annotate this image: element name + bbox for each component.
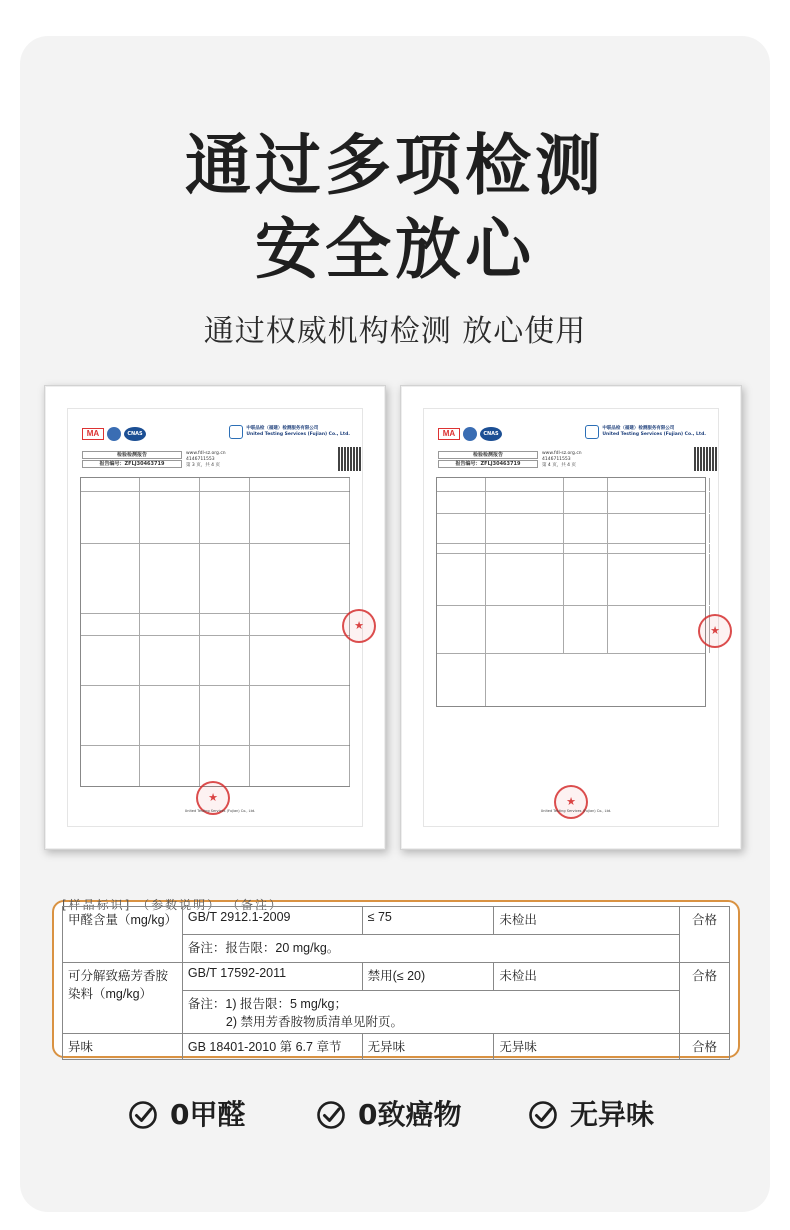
item-cell: 可分解致癌芳香胺染料（mg/kg） — [63, 963, 183, 1034]
claim-zero-carcinogen — [316, 1090, 461, 1140]
lab-name-en: United Testing Services (Fujian) Co., Ltd. — [246, 432, 350, 437]
report-number: 报告编号：ZFLJ30463719 — [82, 460, 182, 468]
note-cell — [182, 991, 679, 1034]
lab-name-cn: 中联品检（福建）检测服务有限公司 — [246, 426, 319, 431]
cnas-logo: CNAS — [480, 427, 502, 441]
item-cell: 异味 — [63, 1034, 183, 1060]
requirement-cell: 禁用(≤ 20) — [362, 963, 494, 991]
report-frame-left — [44, 385, 386, 850]
note-line: 2) 禁用芳香胺物质清单见附页。 — [225, 1015, 403, 1029]
check-circle-icon — [128, 1100, 158, 1130]
claims-row — [0, 1090, 790, 1140]
inquiry-site: www.fdl-sz.org.cn — [186, 451, 226, 456]
verdict-cell: 合格 — [680, 963, 730, 1034]
verdict-cell: 合格 — [680, 1034, 730, 1060]
qr-code — [338, 447, 362, 471]
item-cell: 甲醛含量（mg/kg） — [63, 907, 183, 963]
report-title: 检验检测报告 — [82, 451, 182, 459]
uts-mark-icon — [585, 425, 599, 439]
cma-logo: MA — [438, 428, 460, 440]
company-seal-edge — [342, 609, 376, 643]
accreditation-logos — [438, 427, 502, 441]
page-number: 第 4 页，共 4 页 — [542, 463, 576, 468]
claim-zero-formaldehyde — [128, 1090, 245, 1140]
inquiry-code: 4146711553 — [186, 457, 215, 462]
lab-logo — [229, 425, 350, 439]
note-line: 备注：1) 报告限：5 mg/kg； — [187, 997, 347, 1011]
note-cell: 备注：报告限：20 mg/kg。 — [182, 935, 679, 963]
headline-line-1: 通过多项检测 — [185, 127, 605, 204]
check-circle-icon — [528, 1100, 558, 1130]
method-cell: GB/T 2912.1-2009 — [182, 907, 362, 935]
result-cell: 未检出 — [494, 963, 680, 991]
uts-mark-icon — [229, 425, 243, 439]
ilac-logo — [107, 427, 121, 441]
report-page-right — [423, 408, 719, 827]
zoomed-result-table — [52, 900, 740, 1058]
method-cell: GB/T 17592-2011 — [182, 963, 362, 991]
report-grid — [436, 477, 706, 707]
method-cell: GB 18401-2010 第 6.7 章节 — [182, 1034, 362, 1060]
report-frame-right — [400, 385, 742, 850]
lab-name-footer: United Testing Services (Fujian) Co., Ltd. — [540, 809, 612, 813]
subheadline: 通过权威机构检测 放心使用 — [203, 314, 587, 349]
result-cell: 无异味 — [494, 1034, 680, 1060]
ilac-logo — [463, 427, 477, 441]
lab-name-cn: 中联品检（福建）检测服务有限公司 — [602, 426, 675, 431]
requirement-cell: 无异味 — [362, 1034, 494, 1060]
cma-logo: MA — [82, 428, 104, 440]
result-table — [62, 906, 730, 1060]
table-row — [63, 907, 730, 935]
report-grid — [80, 477, 350, 787]
accreditation-logos — [82, 427, 146, 441]
claim-label: 0致癌物 — [358, 1098, 462, 1131]
inquiry-code: 4146711553 — [542, 457, 571, 462]
headline-line-2: 安全放心 — [255, 211, 535, 288]
report-number: 报告编号：ZFLJ30463719 — [438, 460, 538, 468]
table-row — [63, 963, 730, 991]
check-circle-icon — [316, 1100, 346, 1130]
claim-label: 无异味 — [570, 1098, 655, 1131]
lab-logo — [585, 425, 706, 439]
result-cell: 未检出 — [494, 907, 680, 935]
truncated-header: [样品标识] （参数说明） （备注） — [62, 898, 283, 912]
page-number: 第 3 页，共 4 页 — [186, 463, 220, 468]
claim-label: 0甲醛 — [170, 1098, 246, 1131]
lab-name-en: United Testing Services (Fujian) Co., Ltd. — [602, 432, 706, 437]
report-page-left — [67, 408, 363, 827]
claim-no-odor — [528, 1090, 654, 1140]
verdict-cell: 合格 — [680, 907, 730, 963]
table-row — [63, 1034, 730, 1060]
cnas-logo: CNAS — [124, 427, 146, 441]
inquiry-site: www.fdl-sz.org.cn — [542, 451, 582, 456]
lab-name-footer: United Testing Services (Fujian) Co., Ltd. — [184, 809, 256, 813]
qr-code — [694, 447, 718, 471]
company-seal-edge — [698, 614, 732, 648]
requirement-cell: ≤ 75 — [362, 907, 494, 935]
report-title: 检验检测报告 — [438, 451, 538, 459]
